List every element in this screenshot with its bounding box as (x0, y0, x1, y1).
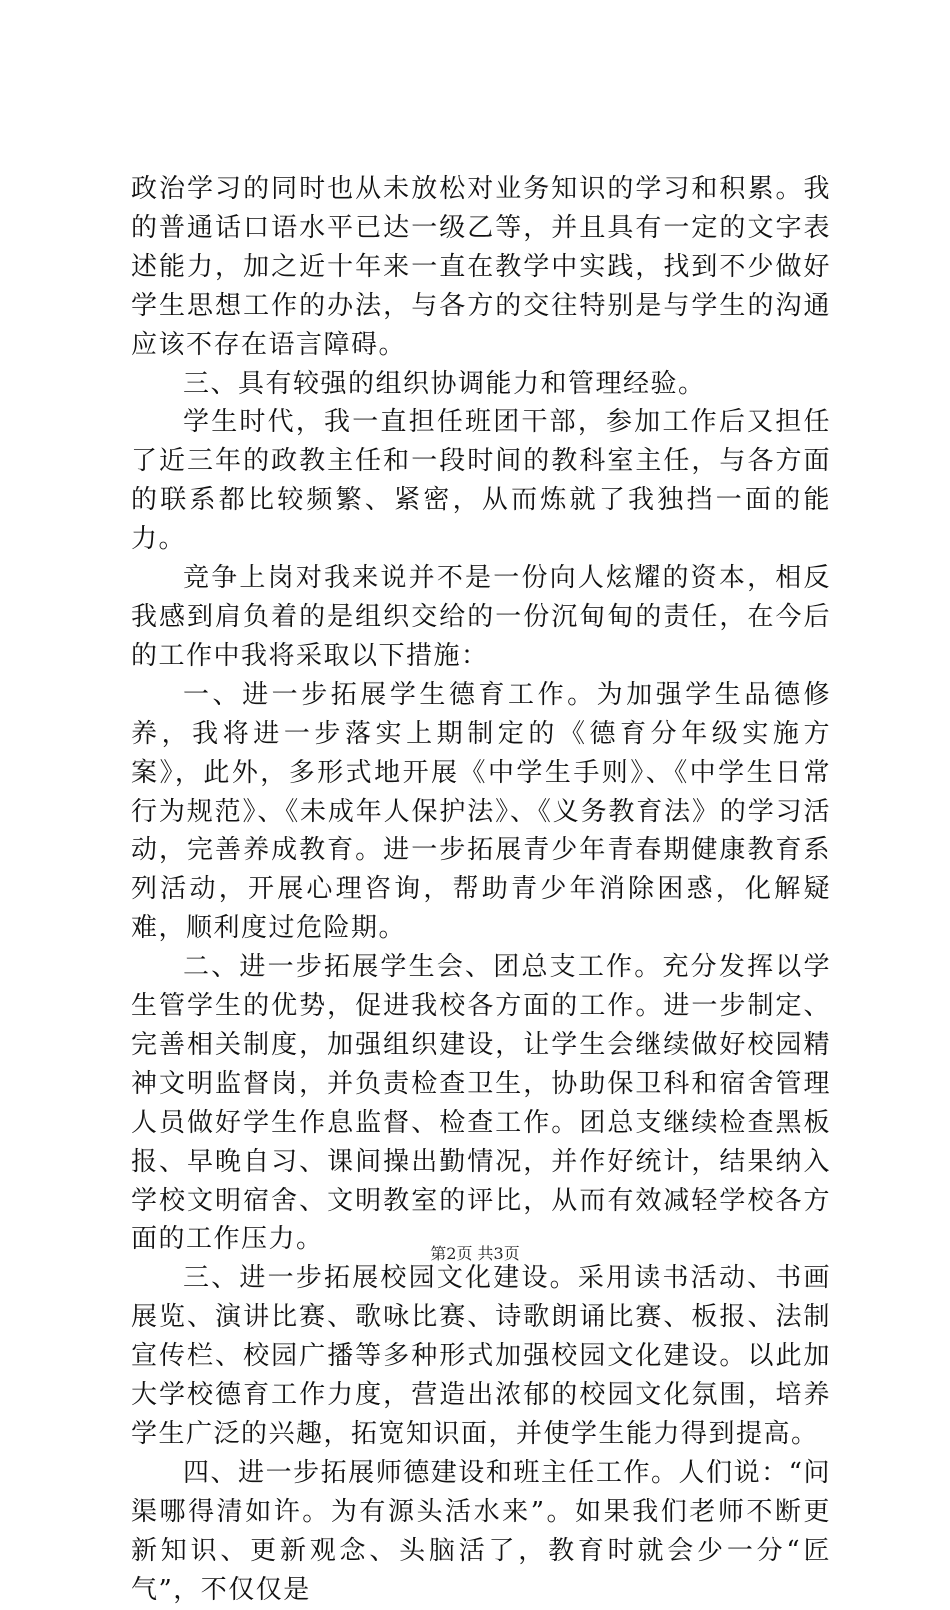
page-number-footer: 第2页 共3页 (430, 1244, 520, 1263)
paragraph-5: 一、进一步拓展学生德育工作。为加强学生品德修养，我将进一步落实上期制定的《德育分年级实施方案》，此外，多形式地开展《中学生手则》、《中学生日常行为规范》、《未成年人保护法》、《义务教育法》的学习活动，完善养成教育。进一步拓展青少年青春期健康教育系列活动，开展心理咨询，帮助青少年消除困惑，化解疑难，顺利度过危险期。 (131, 679, 831, 944)
paragraph-3: 学生时代，我一直担任班团干部，参加工作后又担任了近三年的政教主任和一段时间的教科室主任，与各方面的联系都比较频繁、紧密，从而炼就了我独挡一面的能力。 (131, 407, 831, 555)
paragraph-6: 二、进一步拓展学生会、团总支工作。充分发挥以学生管学生的优势，促进我校各方面的工作。进一步制定、完善相关制度，加强组织建设，让学生会继续做好校园精神文明监督岗，并负责检查卫生，协助保卫科和宿舍管理人员做好学生作息监督、检查工作。团总支继续检查黑板报、早晚自习、课间操出勤情况，并作好统计，结果纳入学校文明宿舍、文明教室的评比，从而有效减轻学校各方面的工作压力。 (131, 952, 831, 1255)
paragraph-1: 政治学习的同时也从未放松对业务知识的学习和积累。我的普通话口语水平已达一级乙等，并且具有一定的文字表述能力，加之近十年来一直在教学中实践，找到不少做好学生思想工作的办法，与各方的交往特别是与学生的沟通应该不存在语言障碍。 (131, 174, 831, 360)
paragraph-2: 三、具有较强的组织协调能力和管理经验。 (183, 368, 706, 399)
paragraph-4: 竞争上岗对我来说并不是一份向人炫耀的资本，相反我感到肩负着的是组织交给的一份沉甸甸的责任，在今后的工作中我将采取以下措施： (131, 563, 831, 671)
document-body (131, 170, 831, 1610)
paragraph-8: 四、进一步拓展师德建设和班主任工作。人们说：“问渠哪得清如许。为有源头活水来”。如果我们老师不断更新知识、更新观念、头脑活了，教育时就会少一分“匠气”，不仅仅是 (131, 1457, 831, 1605)
paragraph-7: 三、进一步拓展校园文化建设。采用读书活动、书画展览、演讲比赛、歌咏比赛、诗歌朗诵比赛、板报、法制宣传栏、校园广播等多种形式加强校园文化建设。以此加大学校德育工作力度，营造出浓郁的校园文化氛围，培养学生广泛的兴趣，拓宽知识面，并使学生能力得到提高。 (131, 1263, 831, 1449)
